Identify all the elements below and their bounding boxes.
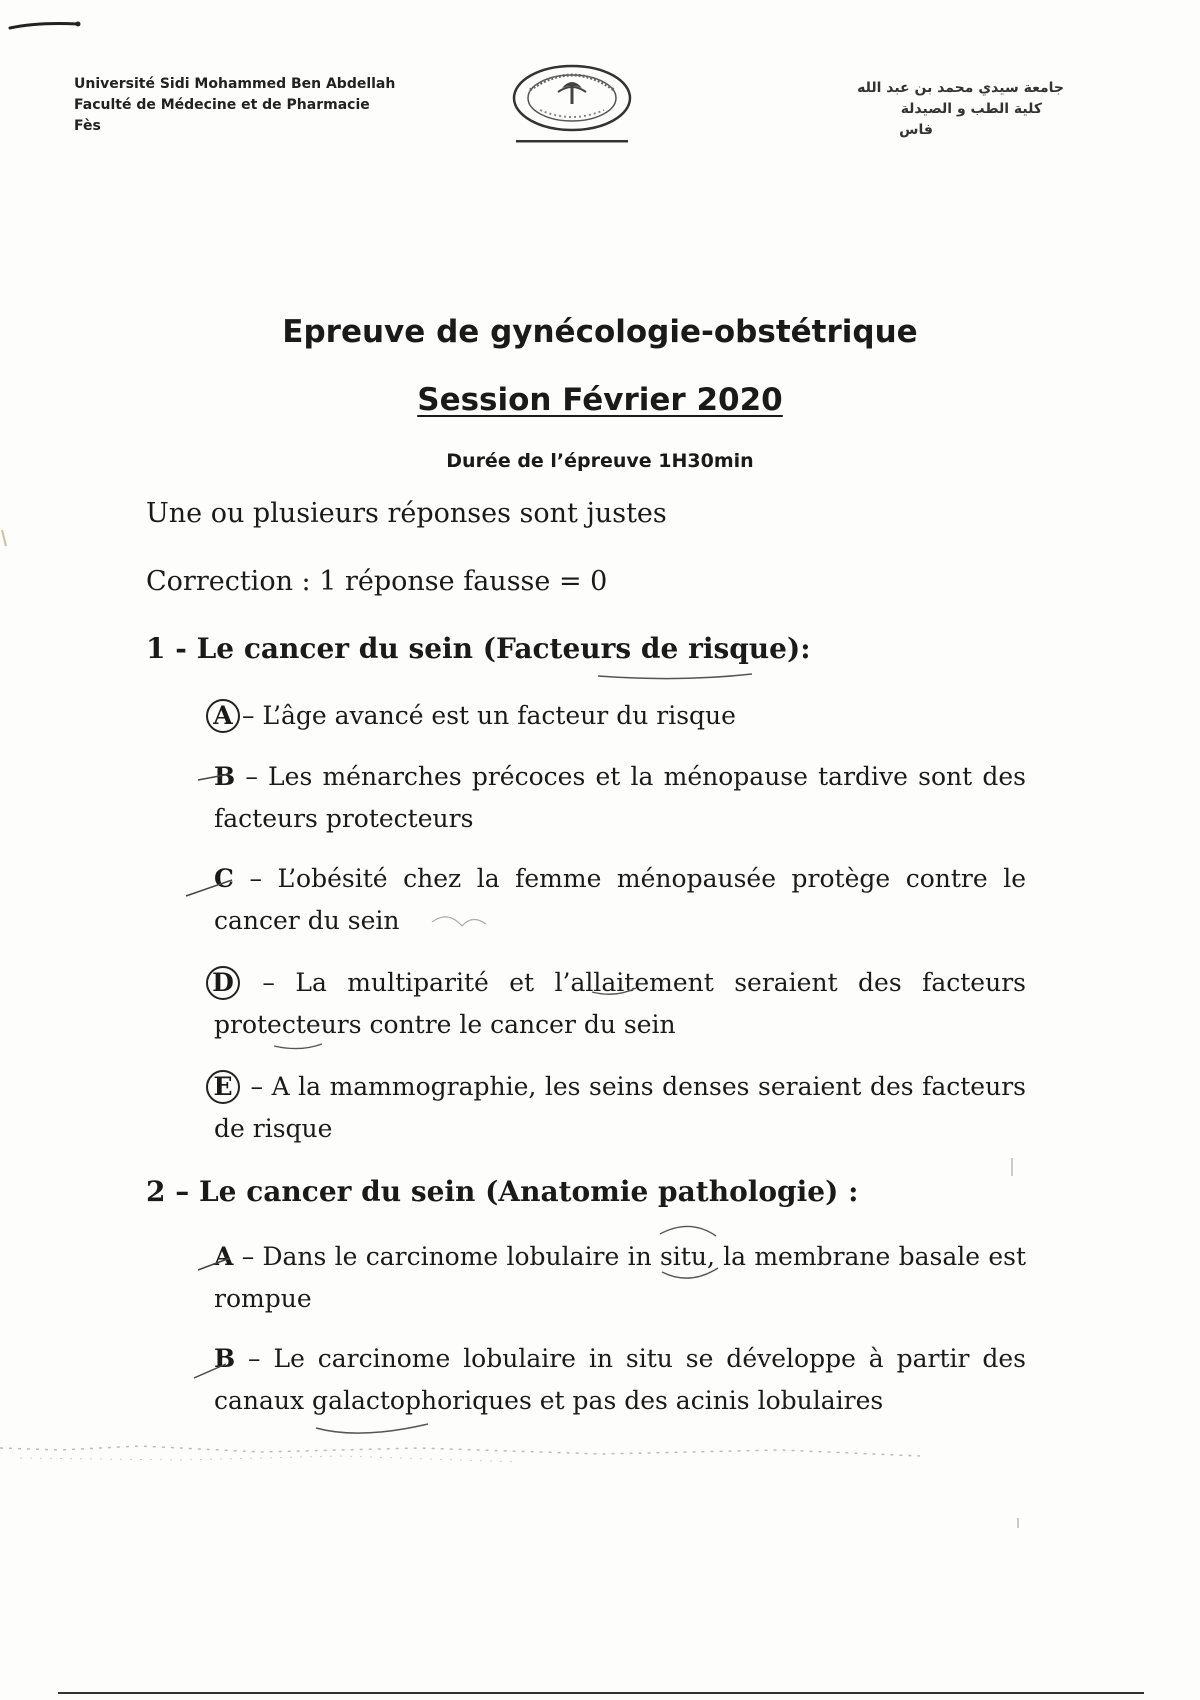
faculty-logo [510,62,634,144]
question-1-title: 1 - Le cancer du sein (Facteurs de risque): [146,632,811,665]
faculty-name-ar: كلية الطب و الصيدلة [900,101,1042,117]
q1-option-e-text: A la mammographie, les seins denses seraient des facteurs de risque [214,1072,1026,1143]
q2-option-a [214,1236,1026,1320]
q1-option-b-letter: B [214,762,236,791]
q1-option-e-letter: E [206,1070,240,1104]
q1-option-b-sep: – [235,762,269,791]
q1-option-d-text: La multiparité et l’allaitement seraient des facteurs protecteurs contre le cancer du sein [214,968,1026,1039]
exam-title: Epreuve de gynécologie-obstétrique [282,314,918,350]
q1-option-a-sep: – [242,701,263,730]
faculty-name: Faculté de Médecine et de Pharmacie [74,97,370,113]
q1-option-d-letter: D [206,966,240,1000]
q1-option-c-letter: C [214,864,234,893]
university-header-fr [74,74,395,137]
q2-option-a-sep: – [233,1242,263,1271]
q1-option-d [214,962,1026,1046]
q2-option-b [214,1338,1026,1422]
instruction-answers: Une ou plusieurs réponses sont justes [146,498,667,529]
session-title [0,382,1200,418]
q1-option-e [214,1066,1026,1150]
q1-option-a-letter: A [206,699,240,733]
city-name: Fès [74,118,101,134]
q1-option-b-text: Les ménarches précoces et la ménopause tardive sont des facteurs protecteurs [214,762,1026,833]
q2-option-b-letter: B [214,1344,236,1373]
q2-option-b-text: Le carcinome lobulaire in situ se développe à partir des canaux galactophoriques et pas des acinis lobulaires [214,1344,1026,1415]
q1-option-d-sep: – [242,968,296,997]
instruction-correction: Correction : 1 réponse fausse = 0 [146,566,608,597]
q2-option-b-sep: – [235,1344,274,1373]
q2-option-a-text: Dans le carcinome lobulaire in situ, la membrane basale est rompue [214,1242,1026,1313]
q1-option-a [214,695,1026,737]
question-2-title: 2 – Le cancer du sein (Anatomie pathologie) : [146,1175,859,1208]
q1-option-c-text: L’obésité chez la femme ménopausée protège contre le cancer du sein [214,864,1026,935]
university-name: Université Sidi Mohammed Ben Abdellah [74,76,396,92]
q1-option-c [214,858,1026,942]
q1-option-c-sep: – [233,864,278,893]
q1-option-a-text: L’âge avancé est un facteur du risque [262,701,736,730]
q1-option-e-sep: – [242,1072,272,1101]
scan-noise [0,1440,1200,1480]
university-name-ar: جامعة سيدي محمد بن عبد الله [857,80,1064,96]
exam-duration: Durée de l’épreuve 1H30min [446,450,754,472]
bottom-rule [58,1692,1144,1694]
session-title-text: Session Février 2020 [417,382,783,418]
q1-option-b [214,756,1026,840]
city-name-ar: فاس [899,122,933,138]
q2-option-a-letter: A [214,1242,234,1271]
pen-scratch-mark [8,14,88,34]
university-header-ar [708,78,1064,141]
